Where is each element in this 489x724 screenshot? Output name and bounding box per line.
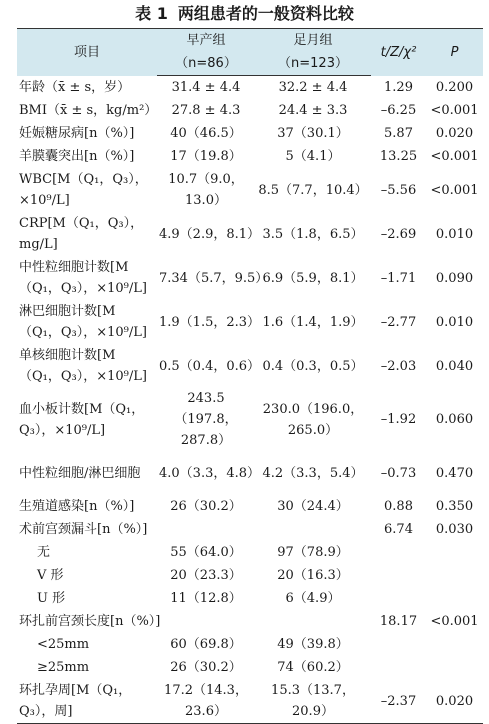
preterm-value: 7.34（5.7，9.5） <box>159 270 269 286</box>
stat-value: 13.25 <box>379 149 418 164</box>
table-row <box>17 99 483 122</box>
fullterm-value: 3.5（1.8，6.5） <box>262 226 364 242</box>
table-row <box>17 451 483 495</box>
p-value: 0.020 <box>426 679 483 724</box>
p-value <box>426 564 483 587</box>
row-label: 血小板计数[M（Q₁，Q₃），×10⁹/L] <box>19 401 145 438</box>
fullterm-value: 37（30.1） <box>277 126 349 141</box>
fullterm-value: 20（16.3） <box>277 568 349 583</box>
table-header <box>17 29 483 76</box>
fullterm-value: 5（4.1） <box>285 149 341 164</box>
fullterm-value: 30（24.4） <box>277 499 349 514</box>
row-label: V 形 <box>37 568 64 583</box>
stat-value <box>371 564 426 587</box>
p-value: 0.470 <box>435 465 474 481</box>
table-row <box>17 300 483 344</box>
preterm-value <box>157 610 255 633</box>
fullterm-value: 24.4 ± 3.3 <box>278 103 348 118</box>
row-label: 淋巴细胞计数[M（Q₁，Q₃），×10⁹/L] <box>19 304 147 340</box>
fullterm-value: 8.5（7.7，10.4） <box>258 182 368 198</box>
p-value: 0.010 <box>435 226 474 242</box>
table-row <box>17 518 483 541</box>
preterm-value: 60（69.8） <box>170 637 242 652</box>
fullterm-value: 0.4（0.3，0.5） <box>262 358 364 374</box>
row-label: 无 <box>37 545 51 560</box>
preterm-value <box>157 518 255 541</box>
preterm-value: 243.5（197.8，287.8） <box>174 391 238 448</box>
p-value: <0.001 <box>430 149 479 164</box>
preterm-value: 17（19.8） <box>170 149 242 164</box>
caption-title: 两组患者的一般资料比较 <box>177 4 354 23</box>
table-row <box>17 633 483 656</box>
fullterm-value: 97（78.9） <box>277 545 349 560</box>
row-label: <25mm <box>37 637 90 652</box>
preterm-value: 20（23.3） <box>170 568 242 583</box>
header-fullterm-n: （n=123） <box>255 52 371 76</box>
fullterm-value: 6（4.9） <box>285 591 341 606</box>
table-row <box>17 76 483 100</box>
row-label: 羊膜囊突出[n（%）] <box>19 149 135 164</box>
header-stat: t/Z/χ² <box>371 29 426 76</box>
p-value: <0.001 <box>430 614 479 629</box>
preterm-value: 40（46.5） <box>170 126 242 141</box>
row-label: 妊娠糖尿病[n（%）] <box>19 126 135 141</box>
table-row <box>17 344 483 388</box>
p-value: 0.040 <box>435 358 474 374</box>
table-row <box>17 656 483 679</box>
table-body <box>17 76 483 724</box>
stat-value: 0.88 <box>384 499 413 514</box>
preterm-value: 27.8 ± 4.3 <box>171 103 241 118</box>
fullterm-value: 74（60.2） <box>277 660 349 675</box>
fullterm-value: 230.0（196.0，265.0） <box>262 401 364 438</box>
table-row <box>17 168 483 212</box>
stat-value: 1.29 <box>384 79 413 95</box>
header-p: P <box>426 29 483 76</box>
table-row <box>17 495 483 518</box>
row-label: 环扎前宫颈长度[n（%）] <box>19 614 161 629</box>
preterm-value: 55（64.0） <box>170 545 242 560</box>
p-value: 0.350 <box>435 499 474 514</box>
preterm-value: 10.7（9.0，13.0） <box>168 172 244 208</box>
row-label: WBC[M（Q₁，Q₃），×10⁹/L] <box>19 172 148 208</box>
table-row <box>17 145 483 168</box>
header-preterm: 早产组 <box>157 29 255 53</box>
stat-value: 6.74 <box>384 522 413 537</box>
preterm-value: 4.0（3.3，4.8） <box>159 465 261 481</box>
table-row <box>17 212 483 256</box>
p-value <box>426 587 483 610</box>
header-preterm-n: （n=86） <box>157 52 255 76</box>
stat-value <box>371 541 426 564</box>
preterm-value: 26（30.2） <box>170 499 242 514</box>
row-label: 中性粒细胞计数[M（Q₁，Q₃），×10⁹/L] <box>19 260 147 296</box>
table-row <box>17 564 483 587</box>
preterm-value: 0.5（0.4，0.6） <box>159 358 261 374</box>
fullterm-value: 6.9（5.9，8.1） <box>262 270 364 286</box>
p-value: 0.010 <box>435 314 474 330</box>
stat-value: –2.77 <box>380 314 417 330</box>
row-label: 环扎孕周[M（Q₁，Q₃），周] <box>17 679 157 724</box>
fullterm-value: 15.3（13.7，20.9） <box>255 679 371 724</box>
stat-value <box>371 656 426 679</box>
stat-value: –1.71 <box>380 270 417 286</box>
p-value <box>426 633 483 656</box>
p-value: 0.200 <box>435 79 474 95</box>
table-row <box>17 122 483 145</box>
stat-value: –2.69 <box>380 226 417 242</box>
comparison-table <box>17 28 483 724</box>
table-row <box>17 610 483 633</box>
stat-value: 18.17 <box>379 614 418 629</box>
p-value: <0.001 <box>430 182 479 198</box>
row-label: 中性粒细胞/淋巴细胞 <box>19 465 141 481</box>
caption-number: 表 1 <box>135 4 168 23</box>
stat-value: –5.56 <box>380 182 417 198</box>
fullterm-value <box>255 518 371 541</box>
preterm-value: 11（12.8） <box>170 591 242 606</box>
p-value: <0.001 <box>430 103 479 118</box>
row-label: 年龄（x̄ ± s，岁） <box>19 79 131 95</box>
stat-value: –1.92 <box>380 412 417 427</box>
fullterm-value: 49（39.8） <box>277 637 349 652</box>
stat-value: –6.25 <box>380 103 417 118</box>
row-label: BMI（x̄ ± s，kg/m²） <box>19 103 158 118</box>
p-value <box>426 541 483 564</box>
stat-value: –2.03 <box>380 358 417 374</box>
p-value: 0.020 <box>435 126 474 141</box>
preterm-value: 17.2（14.3，23.6） <box>157 679 255 724</box>
table-row <box>17 541 483 564</box>
row-label: 术前宫颈漏斗[n（%）] <box>19 522 148 537</box>
table-row <box>17 256 483 300</box>
fullterm-value: 1.6（1.4，1.9） <box>262 314 364 330</box>
preterm-value: 26（30.2） <box>170 660 242 675</box>
fullterm-value: 4.2（3.3，5.4） <box>262 465 364 481</box>
row-label: CRP[M（Q₁，Q₃），mg/L] <box>19 216 144 252</box>
table-caption <box>0 0 489 28</box>
preterm-value: 4.9（2.9，8.1） <box>159 226 261 242</box>
fullterm-value: 32.2 ± 4.4 <box>278 80 348 95</box>
table-row <box>17 587 483 610</box>
fullterm-value <box>255 610 371 633</box>
p-value <box>426 656 483 679</box>
stat-value <box>371 633 426 656</box>
p-value: 0.090 <box>435 270 474 286</box>
table-row <box>17 388 483 451</box>
p-value: 0.060 <box>435 412 474 427</box>
row-label: 生殖道感染[n（%）] <box>19 499 135 514</box>
row-label: U 形 <box>37 591 66 606</box>
row-label: ≥25mm <box>37 660 90 675</box>
row-label: 单核细胞计数[M（Q₁，Q₃），×10⁹/L] <box>19 348 147 384</box>
stat-value: –0.73 <box>380 465 417 481</box>
stat-value: –2.37 <box>371 679 426 724</box>
preterm-value: 31.4 ± 4.4 <box>171 80 241 95</box>
header-item: 项目 <box>17 29 157 76</box>
p-value: 0.030 <box>435 522 474 537</box>
stat-value: 5.87 <box>384 126 413 141</box>
stat-value <box>371 587 426 610</box>
preterm-value: 1.9（1.5，2.3） <box>159 314 261 330</box>
header-fullterm: 足月组 <box>255 29 371 53</box>
